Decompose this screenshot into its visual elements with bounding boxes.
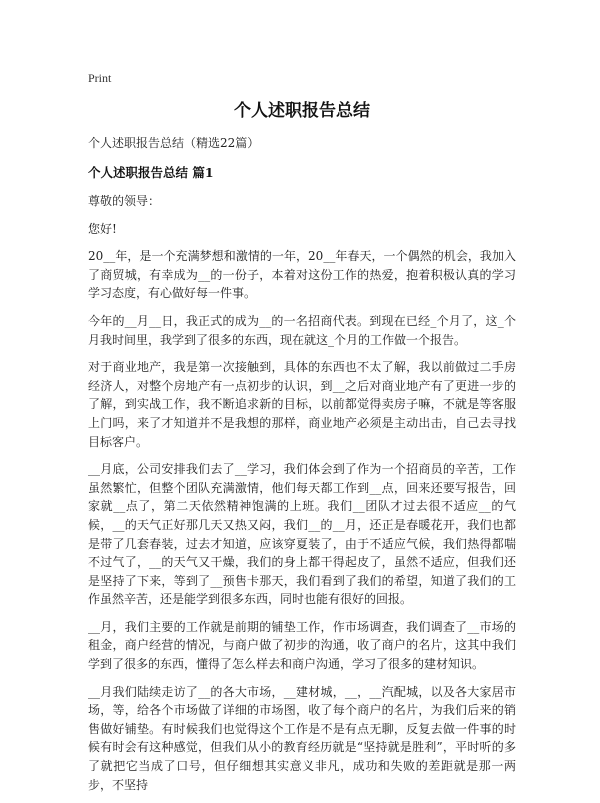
document-title: 个人述职报告总结 bbox=[234, 101, 370, 121]
body-paragraph-4: __月底，公司安排我们去了__学习，我们体会到了作为一个招商员的辛苦，工作虽然繁忙，但整个团队充满激情，他们每天都工作到__点，回来还要写报告，回家就__点了，第二天依然精神饱满的上班。我们__团队才过去很不适应__的气候，__的天气正好那几天又热又闷，我们__的__月，还正是春暖花开，我们也都是带了几套春装，过去才知道，应该穿夏装了，由于不适应气候，我们热得都喘不过气了，__的天气又干燥，我们的身上都干得起皮了，虽然不适应，但我们还是坚持了下来，等到了__预售卡那天，我们看到了我们的希望，知道了我们的工作虽然辛苦，还是能学到很多东西，同时也能有很好的回报。 bbox=[88, 462, 516, 607]
body-paragraph-1: 20__年，是一个充满梦想和激情的一年，20__年春天，一个偶然的机会，我加入了商贸城，有幸成为__的一份子，本着对这份工作的热爱，抱着积极认真的学习学习态度，有心做好每一件事。 bbox=[88, 249, 516, 301]
body-paragraph-3: 对于商业地产，我是第一次接触到，具体的东西也不太了解，我以前做过二手房经济人，对整个房地产有一点初步的认识，到__之后对商业地产有了更进一步的了解，到实战工作，我不断追求新的目标，以前都觉得卖房子嘛，不就是等客服上门吗，来了才知道并不是我想的那样，商业地产必须是主动出击，自己去寻找目标客户。 bbox=[88, 360, 516, 449]
body-paragraph-5: __月，我们主要的工作就是前期的铺垫工作，作市场调查，我们调查了__市场的租金，商户经营的情况，与商户做了初步的沟通，收了商户的名片，这其中我们学到了很多的东西，懂得了怎么样去和商户沟通，学习了很多的建材知识。 bbox=[88, 619, 516, 672]
body-paragraph-2: 今年的__月__日，我正式的成为__的一名招商代表。到现在已经_个月了，这_个月我时间里，我学到了很多的东西，现在就这_个月的工作做一个报告。 bbox=[88, 313, 516, 347]
salutation: 尊敬的领导： bbox=[88, 194, 161, 208]
print-label[interactable]: Print bbox=[88, 71, 112, 85]
section-heading: 个人述职报告总结 篇1 bbox=[88, 165, 214, 180]
document-page bbox=[88, 70, 516, 803]
body-paragraph-6: __月我们陆续走访了__的各大市场，__建材城，__，__汽配城，以及各大家居市场，等，给各个市场做了详细的市场图，收了每个商户的名片，为我们后来的销售做好铺垫。有时候我们也觉得这个工作是不是有点无聊，反复去做一件事的时候有时会有这种感觉，但我们从小的教育经历就是“坚持就是胜利”，平时听的多了就把它当成了口号，但仔细想其实意义非凡，成功和失败的差距就是那一两步，不坚持 bbox=[88, 684, 516, 792]
document-subtitle: 个人述职报告总结（精选22篇） bbox=[88, 136, 260, 150]
greeting: 您好! bbox=[88, 221, 117, 236]
